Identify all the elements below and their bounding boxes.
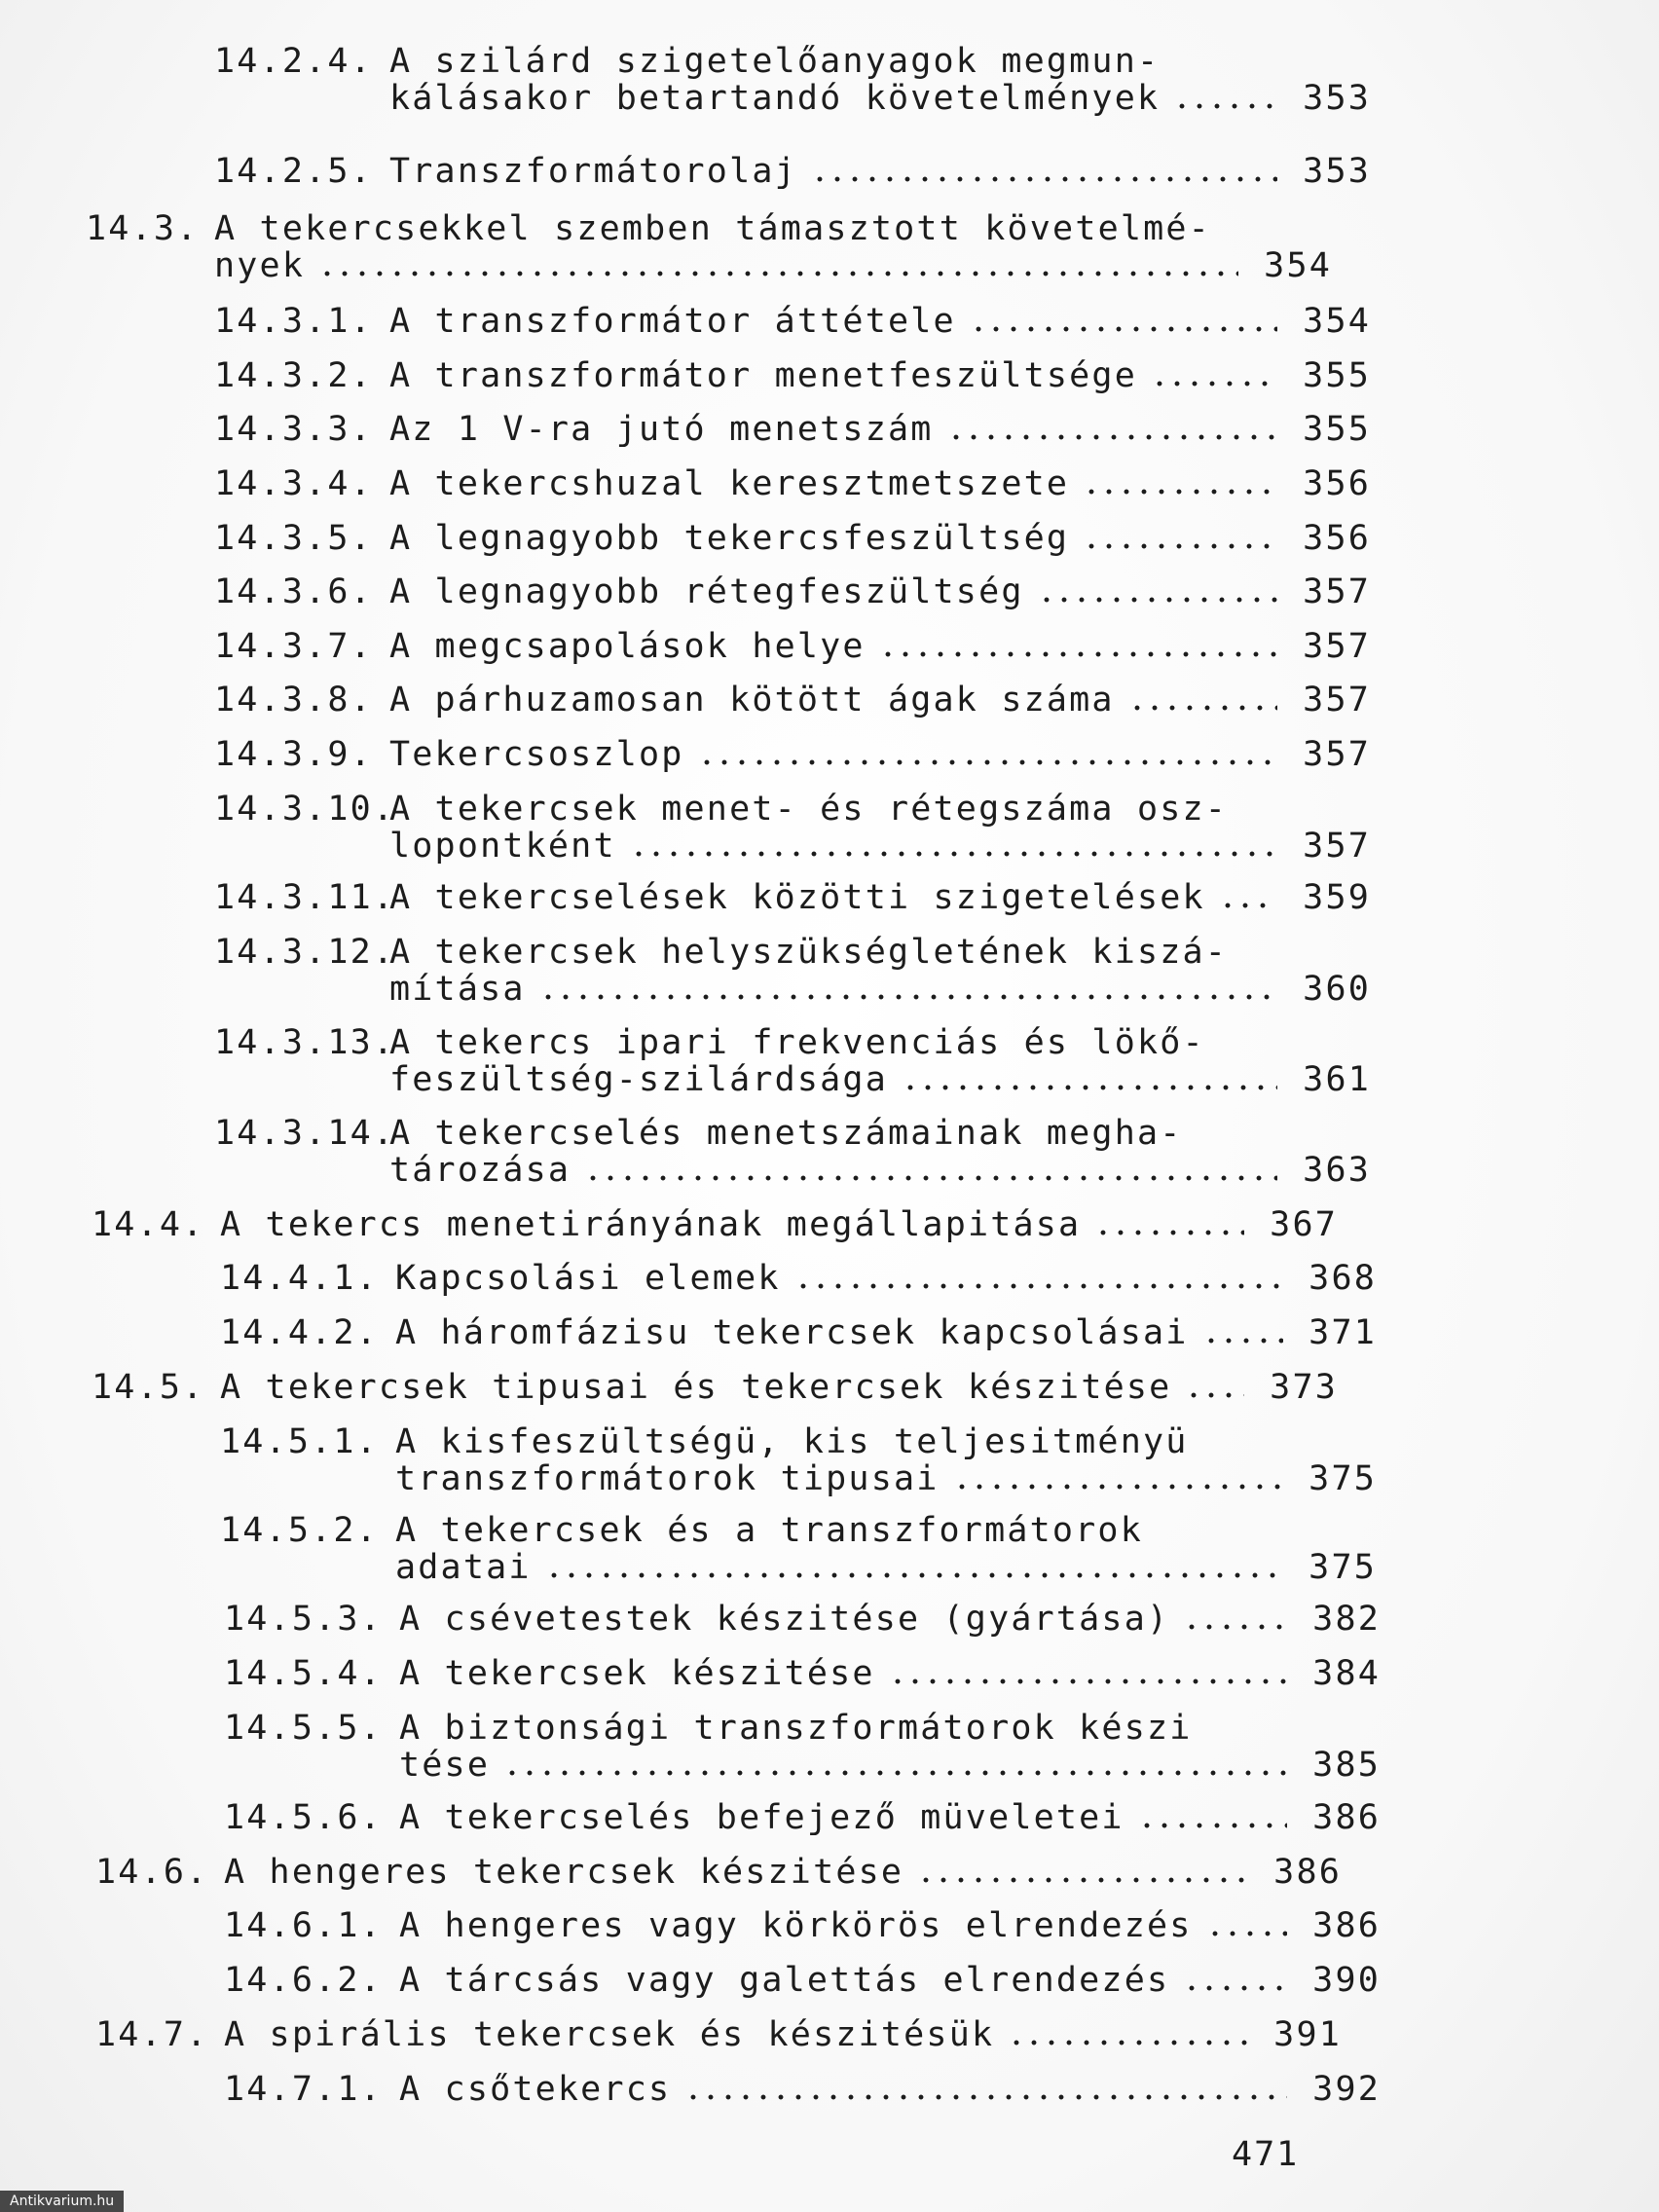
dot-leader xyxy=(539,994,1277,1000)
toc-page-ref: 356 xyxy=(1303,464,1371,503)
toc-page-ref: 361 xyxy=(1303,1060,1371,1099)
toc-title-text: nyek xyxy=(214,246,306,285)
toc-title-text: feszültség-szilárdsága xyxy=(389,1060,888,1099)
toc-title-text: A legnagyobb rétegfeszültség xyxy=(389,572,1024,611)
toc-title-line: A biztonsági transzformátorok készi xyxy=(399,1709,1193,1748)
toc-page-ref: 375 xyxy=(1309,1459,1377,1498)
dot-leader xyxy=(1008,2040,1248,2046)
toc-title-text: A háromfázisu tekercsek kapcsolásai xyxy=(395,1313,1189,1352)
toc-title xyxy=(220,1206,1338,1243)
dot-leader xyxy=(684,2094,1287,2100)
toc-title xyxy=(399,1655,1381,1692)
toc-title xyxy=(389,520,1371,557)
toc-number: 14.3.8. xyxy=(214,681,373,719)
toc-title-line: A tekercs ipari frekvenciás és lökő- xyxy=(389,1023,1205,1062)
toc-title-line: A tekercsek és a transzformátorok xyxy=(395,1511,1143,1550)
toc-title xyxy=(389,573,1371,610)
toc-number: 14.3. xyxy=(86,209,200,248)
toc-title-text: A tekercsek tipusai és tekercsek készitése xyxy=(220,1368,1172,1407)
toc-number: 14.7. xyxy=(95,2015,209,2054)
toc-title-line xyxy=(220,1206,1338,1243)
toc-title xyxy=(389,934,1371,1008)
toc-number: 14.3.14. xyxy=(214,1114,396,1153)
toc-number: 14.3.1. xyxy=(214,302,373,341)
toc-number: 14.4.2. xyxy=(220,1313,379,1352)
dot-leader xyxy=(1038,597,1277,603)
toc-title-line xyxy=(389,828,1371,865)
toc-number: 14.5.2. xyxy=(220,1511,379,1550)
toc-page-ref: 373 xyxy=(1270,1368,1338,1407)
dot-leader xyxy=(630,851,1277,857)
toc-title-line xyxy=(389,971,1371,1008)
dot-leader xyxy=(698,759,1277,765)
toc-title-text: A hengeres tekercsek készitése xyxy=(224,1853,904,1892)
dot-leader xyxy=(1094,1230,1244,1235)
toc-number: 14.5.5. xyxy=(224,1709,383,1748)
dot-leader xyxy=(318,271,1238,276)
toc-title xyxy=(399,1710,1381,1784)
toc-title-text: tározása xyxy=(389,1151,571,1190)
toc-number: 14.6.2. xyxy=(224,1961,383,2000)
toc-title-line xyxy=(389,1061,1371,1098)
toc-title-text: tése xyxy=(399,1746,491,1785)
toc-title-line: A tekercsek helyszükségletének kiszá- xyxy=(389,933,1229,972)
toc-title-line xyxy=(399,1747,1381,1784)
dot-leader xyxy=(1202,1338,1283,1344)
toc-title-text: transzformátorok tipusai xyxy=(395,1459,940,1498)
toc-page-ref: 355 xyxy=(1303,410,1371,449)
toc-page-ref: 354 xyxy=(1303,302,1371,341)
toc-title-line xyxy=(399,1962,1381,1999)
toc-title-text: Transzformátorolaj xyxy=(389,152,797,191)
toc-title xyxy=(399,2071,1381,2108)
toc-title xyxy=(395,1512,1377,1586)
toc-number: 14.3.2. xyxy=(214,356,373,395)
toc-title-line xyxy=(389,1152,1371,1189)
toc-title-line xyxy=(389,736,1371,773)
toc-page-ref: 356 xyxy=(1303,519,1371,558)
toc-number: 14.3.12. xyxy=(214,933,396,972)
toc-title-line xyxy=(399,1655,1381,1692)
toc-title xyxy=(395,1423,1377,1497)
toc-title-text: A megcsapolások helye xyxy=(389,627,866,666)
toc-title-text: A csévetestek készitése (gyártása) xyxy=(399,1600,1170,1639)
dot-leader xyxy=(1183,1985,1287,1991)
toc-page-ref: 359 xyxy=(1303,878,1371,917)
toc-title xyxy=(389,791,1371,865)
toc-number: 14.3.4. xyxy=(214,464,373,503)
toc-title xyxy=(389,879,1371,916)
toc-page-ref: 367 xyxy=(1270,1205,1338,1244)
toc-page-ref: 357 xyxy=(1303,827,1371,866)
toc-title-text: Az 1 V-ra jutó menetszám xyxy=(389,410,934,449)
toc-title-text: A legnagyobb tekercsfeszültség xyxy=(389,519,1070,558)
toc-title-line xyxy=(399,1799,1381,1836)
dot-leader xyxy=(1083,489,1277,495)
toc-title-text: kálásakor betartandó követelmények xyxy=(389,79,1161,118)
toc-title xyxy=(220,1369,1338,1406)
dot-leader xyxy=(545,1572,1283,1578)
toc-title-line: A kisfeszültségü, kis teljesitményü xyxy=(395,1422,1189,1461)
toc-page-ref: 357 xyxy=(1303,681,1371,719)
toc-page-ref: 357 xyxy=(1303,627,1371,666)
toc-title xyxy=(389,411,1371,448)
dot-leader xyxy=(1185,1392,1244,1398)
toc-title-line xyxy=(399,1601,1381,1638)
toc-number: 14.5.4. xyxy=(224,1654,383,1693)
toc-page-ref: 375 xyxy=(1309,1548,1377,1587)
toc-title-line xyxy=(389,682,1371,719)
toc-title-text: mítása xyxy=(389,970,526,1009)
dot-leader xyxy=(794,1283,1283,1289)
toc-title xyxy=(395,1314,1377,1351)
dot-leader xyxy=(879,651,1277,657)
toc-title-line xyxy=(224,1854,1342,1891)
toc-title-line xyxy=(389,573,1371,610)
toc-title-line xyxy=(395,1314,1377,1351)
dot-leader xyxy=(953,1484,1283,1490)
dot-leader xyxy=(584,1175,1277,1181)
toc-title-line xyxy=(389,80,1371,117)
toc-page-ref: 368 xyxy=(1309,1259,1377,1298)
toc-title-text: A transzformátor menetfeszültsége xyxy=(389,356,1137,395)
toc-title xyxy=(389,628,1371,665)
toc-number: 14.3.10. xyxy=(214,790,396,829)
dot-leader xyxy=(1138,1823,1287,1828)
toc-page-ref: 386 xyxy=(1312,1906,1381,1945)
toc-title-text: A tekercsek készitése xyxy=(399,1654,875,1693)
dot-leader xyxy=(1128,705,1277,711)
toc-title-line: A szilárd szigetelőanyagok megmun- xyxy=(389,42,1161,81)
dot-leader xyxy=(1173,103,1277,109)
toc-title-line xyxy=(389,879,1371,916)
toc-title-text: A csőtekercs xyxy=(399,2070,672,2109)
toc-title-text: A tekercselés befejező müveletei xyxy=(399,1798,1124,1837)
toc-page-ref: 355 xyxy=(1303,356,1371,395)
toc-number: 14.3.9. xyxy=(214,735,373,774)
toc-number: 14.2.5. xyxy=(214,152,373,191)
toc-page-ref: 357 xyxy=(1303,572,1371,611)
toc-title-line xyxy=(399,1907,1381,1944)
page-number: 471 xyxy=(1232,2135,1300,2174)
toc-title xyxy=(399,1962,1381,1999)
dot-leader xyxy=(889,1678,1287,1684)
toc-title xyxy=(389,303,1371,340)
toc-page-ref: 353 xyxy=(1303,79,1371,118)
toc-number: 14.3.5. xyxy=(214,519,373,558)
toc-page-ref: 391 xyxy=(1273,2015,1342,2054)
toc-number: 14.5.3. xyxy=(224,1600,383,1639)
toc-page-ref: 390 xyxy=(1312,1961,1381,2000)
toc-number: 14.5. xyxy=(92,1368,205,1407)
toc-title-text: adatai xyxy=(395,1548,532,1587)
toc-title xyxy=(399,1907,1381,1944)
toc-number: 14.4. xyxy=(92,1205,205,1244)
toc-title-line xyxy=(395,1549,1377,1586)
toc-title-line xyxy=(220,1369,1338,1406)
toc-number: 14.2.4. xyxy=(214,42,373,81)
toc-number: 14.3.7. xyxy=(214,627,373,666)
toc-title-line xyxy=(389,153,1371,190)
dot-leader xyxy=(1151,381,1277,387)
dot-leader xyxy=(970,326,1277,332)
toc-title xyxy=(399,1799,1381,1836)
toc-title-line xyxy=(389,628,1371,665)
toc-number: 14.6.1. xyxy=(224,1906,383,1945)
toc-page-ref: 360 xyxy=(1303,970,1371,1009)
toc-page-ref: 353 xyxy=(1303,152,1371,191)
toc-title-line xyxy=(224,2016,1342,2053)
dot-leader xyxy=(902,1085,1277,1090)
toc-page-ref: 386 xyxy=(1312,1798,1381,1837)
toc-title-text: A transzformátor áttétele xyxy=(389,302,956,341)
toc-title-text: A párhuzamosan kötött ágak száma xyxy=(389,681,1115,719)
toc-title xyxy=(389,682,1371,719)
toc-number: 14.6. xyxy=(95,1853,209,1892)
toc-number: 14.3.11. xyxy=(214,878,396,917)
toc-page-ref: 386 xyxy=(1273,1853,1342,1892)
toc-title xyxy=(399,1601,1381,1638)
toc-title-text: A tekercselések közötti szigetelések xyxy=(389,878,1205,917)
toc-number: 14.4.1. xyxy=(220,1259,379,1298)
toc-page-ref: 371 xyxy=(1309,1313,1377,1352)
dot-leader xyxy=(947,434,1277,440)
toc-number: 14.3.3. xyxy=(214,410,373,449)
toc-title xyxy=(395,1260,1377,1297)
toc-title xyxy=(389,1024,1371,1098)
dot-leader xyxy=(1219,903,1277,908)
toc-number: 14.3.6. xyxy=(214,572,373,611)
toc-title xyxy=(389,357,1371,394)
toc-title xyxy=(214,210,1332,284)
toc-page-ref: 357 xyxy=(1303,735,1371,774)
toc-page-ref: 385 xyxy=(1312,1746,1381,1785)
toc-title xyxy=(389,736,1371,773)
toc-title-text: A hengeres vagy körkörös elrendezés xyxy=(399,1906,1193,1945)
dot-leader xyxy=(503,1770,1287,1776)
dot-leader xyxy=(811,176,1277,182)
toc-title xyxy=(224,2016,1342,2053)
toc-title-text: A spirális tekercsek és készitésük xyxy=(224,2015,995,2054)
toc-title-line: A tekercsek menet- és rétegszáma osz- xyxy=(389,790,1229,829)
toc-title xyxy=(389,465,1371,502)
toc-title xyxy=(224,1854,1342,1891)
dot-leader xyxy=(1083,543,1277,549)
toc-title-line: A tekercsekkel szemben támasztott követelmé- xyxy=(214,209,1211,248)
toc-title-text: A tárcsás vagy galettás elrendezés xyxy=(399,1961,1170,2000)
toc-page-ref: 363 xyxy=(1303,1151,1371,1190)
toc-title-text: lopontként xyxy=(389,827,616,866)
toc-title xyxy=(389,43,1371,117)
toc-title-line xyxy=(395,1260,1377,1297)
toc-number: 14.3.13. xyxy=(214,1023,396,1062)
toc-title-text: Tekercsoszlop xyxy=(389,735,684,774)
toc-number: 14.5.6. xyxy=(224,1798,383,1837)
dot-leader xyxy=(917,1877,1248,1883)
toc-title-line xyxy=(214,247,1332,284)
toc-title-line xyxy=(389,520,1371,557)
dot-leader xyxy=(1183,1624,1287,1630)
toc-title-line xyxy=(389,411,1371,448)
toc-title xyxy=(389,1115,1371,1189)
toc-number: 14.5.1. xyxy=(220,1422,379,1461)
toc-page-ref: 392 xyxy=(1312,2070,1381,2109)
toc-title xyxy=(389,153,1371,190)
toc-title-line xyxy=(399,2071,1381,2108)
toc-page-ref: 382 xyxy=(1312,1600,1381,1639)
toc-number: 14.7.1. xyxy=(224,2070,383,2109)
toc-title-text: Kapcsolási elemek xyxy=(395,1259,781,1298)
toc-title-line xyxy=(389,465,1371,502)
toc-title-text: A tekercs menetirányának megállapitása xyxy=(220,1205,1082,1244)
dot-leader xyxy=(1206,1931,1287,1936)
toc-title-text: A tekercshuzal keresztmetszete xyxy=(389,464,1070,503)
toc-title-line xyxy=(395,1460,1377,1497)
toc-title-line: A tekercselés menetszámainak megha- xyxy=(389,1114,1183,1153)
toc-title-line xyxy=(389,303,1371,340)
watermark: Antikvarium.hu xyxy=(0,2191,124,2212)
toc-title-line xyxy=(389,357,1371,394)
toc-page-ref: 354 xyxy=(1264,246,1332,285)
toc-page-ref: 384 xyxy=(1312,1654,1381,1693)
